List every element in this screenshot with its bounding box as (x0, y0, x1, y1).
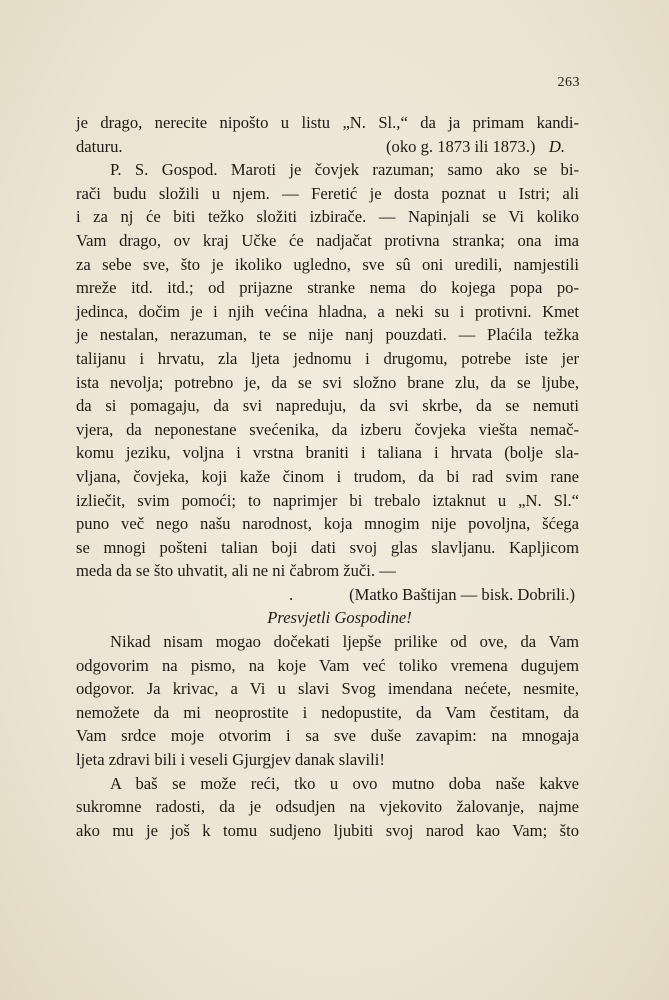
text-line: nemožete da mi neoprostite i nedopustite, da Vam čestitam, da (76, 702, 579, 722)
text-line: ista nevolja; potrebno je, da se svi složno brane zlu, da se ljube, (76, 372, 579, 392)
text-line: Vam srdce moje otvorim i sa sve duše zavapim: na mnogaja (76, 726, 579, 746)
text-line: za sebe sve, što je ikoliko ugledno, sve sû oni uredili, namjestili (76, 254, 579, 274)
letter-initial: D. (548, 136, 565, 156)
text-line: se mnogi pošteni talian boji dati svoj glas slavljanu. Kapljicom (76, 537, 579, 557)
text-line: i za nj će biti težko složiti izbirače. — Napinjali se Vi koliko (76, 207, 579, 227)
text-line: je drago, nerecite nipošto u listu „N. Sl.,“ da ja primam kandi- (76, 113, 579, 132)
text-line: odgovor. Ja krivac, a Vi u slavi Svog imendana nećete, nesmite, (76, 679, 579, 699)
paragraph-last-line: ljeta zdravi bili i veseli Gjurgjev danak slavili! (76, 750, 385, 770)
text-line: jedinca, dočim je i njih većina hladna, a neki su i protivni. Kmet (76, 301, 579, 321)
signature: (Matko Baštijan — bisk. Dobrili.) (349, 584, 575, 604)
body-text (76, 111, 579, 842)
text-line: rači budu složili u njem. — Feretić je dosta poznat u Istri; ali (76, 183, 579, 203)
text-line: ako mu je još k tomu sudjeno ljubiti svoj narod kao Vam; što (76, 820, 579, 840)
text-line: izliečit, svim pomoći; to naprimjer bi trebalo iztaknut u „N. Sl.“ (76, 490, 579, 510)
text-line: da si pomagaju, da svi napreduju, da svi skrbe, da se nemuti (76, 396, 579, 416)
text-line: mreže itd. itd.; od prijazne stranke nema do kojega popa po- (76, 278, 579, 298)
page-number: 263 (557, 75, 580, 90)
salutation: Presvjetli Gospodine! (267, 608, 412, 628)
stray-dot: . (289, 584, 294, 604)
text-line: sukromne radosti, da je odsudjen na vjekovito žalovanje, najme (76, 797, 579, 817)
text-line: talijanu i hrvatu, zla ljeta jednomu i drugomu, potrebe iste jer (76, 348, 579, 368)
text-line: vjera, da neponestane svećenika, da izberu čovjeka viešta nemač- (76, 419, 579, 439)
paragraph-first-line: P. S. Gospod. Maroti je čovjek razuman; samo ako se bi- (110, 160, 579, 180)
paragraph-last-line: meda da se što uhvatit, ali ne ni čabrom žuči. — (76, 561, 396, 581)
text-line: puno več nego našu narodnost, koja mnogim nije povoljna, šćega (76, 514, 579, 534)
closing-word: daturu. (76, 136, 123, 156)
text-line: vljana, čovjeka, koji kaže činom i trudom, da bi rad svim rane (76, 466, 579, 486)
closing-line (76, 135, 579, 159)
paragraph-first-line: A baš se može reći, tko u ovo mutno doba naše kakve (110, 773, 579, 793)
text-line: odgovorim na pismo, na koje Vam već toliko vremena dugujem (76, 655, 579, 675)
signature-line (76, 583, 579, 607)
text-line: komu jeziku, voljna i vrstna braniti i taliana i hrvata (bolje sla- (76, 443, 579, 463)
paragraph-first-line: Nikad nisam mogao dočekati ljepše prilike od ove, da Vam (110, 632, 579, 652)
text-line: je nestalan, nerazuman, te se nije nanj pouzdati. — Plaćila težka (76, 325, 579, 345)
letter-date: (oko g. 1873 ili 1873.) (386, 136, 536, 156)
text-line: Vam drago, ov kraj Učke će nadjačat protivna stranka; ona ima (76, 230, 579, 250)
